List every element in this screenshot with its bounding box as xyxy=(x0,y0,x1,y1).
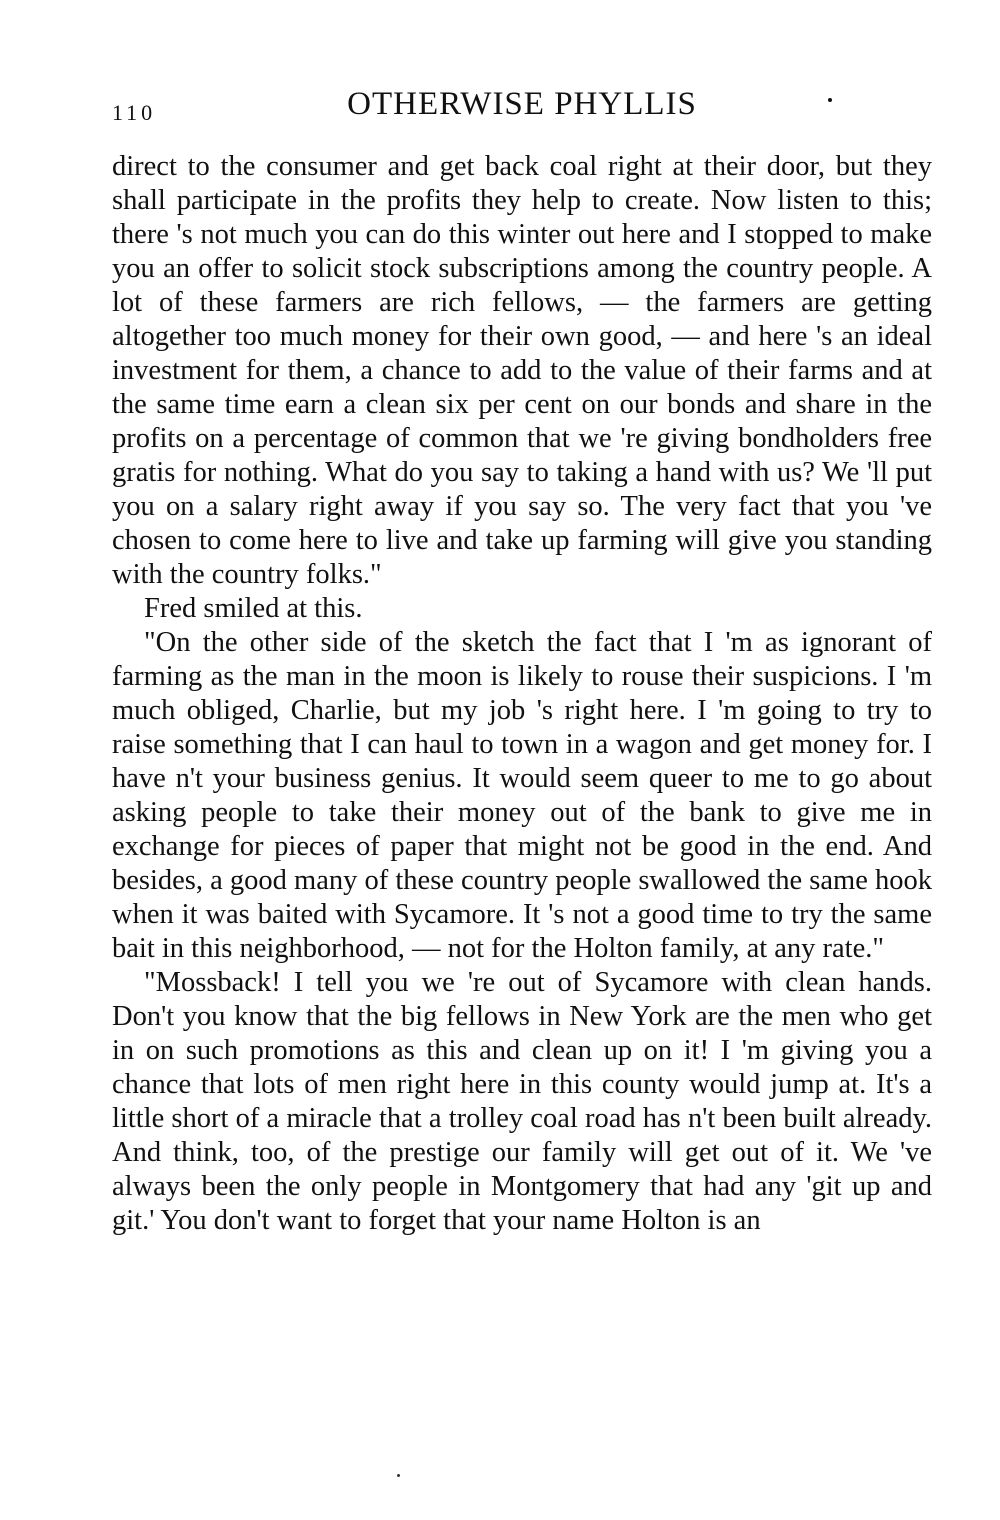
body-text xyxy=(112,150,932,1238)
page-header xyxy=(112,86,932,136)
print-speck xyxy=(397,1474,400,1477)
paragraph: "Mossback! I tell you we 're out of Sycamore with clean hands. Don't you know that the big fellows in New York are the men who get in on such promotions as this and clean up on it! I 'm giving you a chance that lots of men right here in this county would jump at. It's a little short of a miracle that a trolley coal road has n't been built already. And think, too, of the prestige our family will get out of it. We 've always been the only people in Montgomery that had any 'git up and git.' You don't want to forget that your name Holton is an xyxy=(112,967,932,1236)
print-speck xyxy=(828,98,832,102)
paragraph: Fred smiled at this. xyxy=(144,593,363,624)
running-title: OTHERWISE PHYLLIS xyxy=(347,86,697,122)
paragraph-continued: direct to the consumer and get back coal right at their door, but they shall participate in the profits they help to create. Now listen to this; there 's not much you can do this winter out here and I stopped to make you an offer to solicit stock subscriptions among the country people. A lot of these farmers are rich fellows, — the farmers are getting altogether too much money for their own good, — and here 's an ideal investment for them, a chance to add to the value of their farms and at the same time earn a clean six per cent on our bonds and share in the profits on a percentage of common that we 're giving bondholders free gratis for nothing. What do you say to taking a hand with us? We 'll put you on a salary right away if you say so. The very fact that you 've chosen to come here to live and take up farming will give you standing with the country folks." xyxy=(112,151,932,590)
paragraph: "On the other side of the sketch the fact that I 'm as ignorant of farming as the man in the moon is likely to rouse their suspicions. I 'm much obliged, Charlie, but my job 's right here. I 'm going to try to raise something that I can haul to town in a wagon and get money for. I have n't your business genius. It would seem queer to me to go about asking people to take their money out of the bank to give me in exchange for pieces of paper that might not be good in the end. And besides, a good many of these country people swallowed the same hook when it was baited with Sycamore. It 's not a good time to try the same bait in this neighborhood, — not for the Holton family, at any rate." xyxy=(112,627,932,964)
page-number: 110 xyxy=(112,100,157,125)
